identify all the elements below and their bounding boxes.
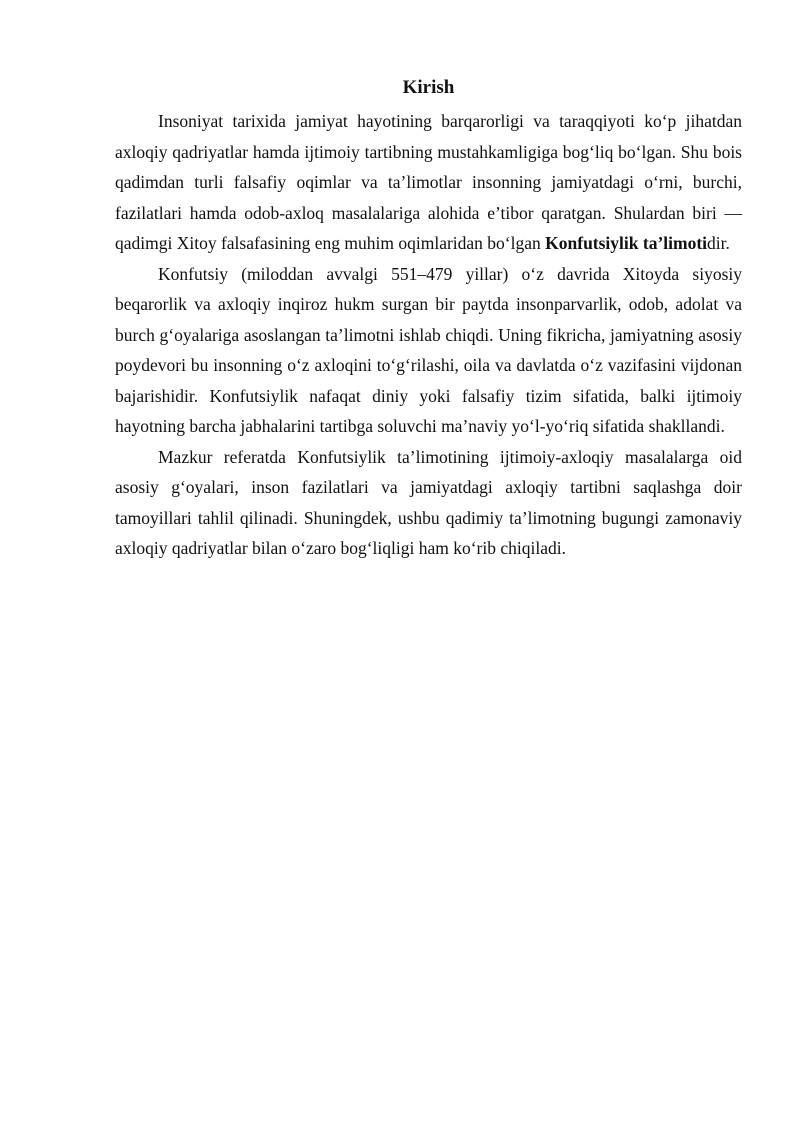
confucius-paragraph: Konfutsiy (miloddan avvalgi 551–479 yillar) o‘z davrida Xitoyda siyosiy beqarorlik va axloqiy inqiroz hukm surgan bir paytda insonparvarlik, odob, adolat va burch g‘oyalariga asoslangan ta’limotni ishlab chiqdi. Uning fikricha, jamiyatning asosiy poydevori bu insonning o‘z axloqini to‘g‘rilashi, oila va davlatda o‘z vazifasini vijdonan bajarishidir. Konfutsiylik nafaqat diniy yoki falsafiy tizim sifatida, balki ijtimoiy hayotning barcha jabhalarini tartibga soluvchi ma’naviy yo‘l-yo‘riq sifatida shakllandi. xyxy=(115,263,742,436)
intro-text-after: dir. xyxy=(707,233,730,253)
purpose-paragraph: Mazkur referatda Konfutsiylik ta’limotining ijtimoiy-axloqiy masalalarga oid asosiy g‘oyalari, inson fazilatlari va jamiyatdagi axloqiy tartibni saqlashga doir tamoyillari tahlil qilinadi. Shuningdek, ushbu qadimiy ta’limotning bugungi zamonaviy axloqiy qadriyatlar bilan o‘zaro bog‘liqligi ham ko‘rib chiqiladi. xyxy=(115,446,742,558)
intro-text-before: Insoniyat tarixida jamiyat hayotining barqarorligi va taraqqiyoti ko‘p jihatdan axloqiy qadriyatlar hamda ijtimoiy tartibning mustahkamligiga bog‘liq bo‘lgan. Shu bois qadimdan turli falsafiy oqimlar va ta’limotlar insonning jamiyatdagi o‘rni, burchi, fazilatlari hamda odob-axloq masalalariga alohida e’tibor qaratgan. Shulardan biri — qadimgi Xitoy falsafasining eng muhim oqimlaridan bo‘lgan xyxy=(115,111,742,253)
document-body xyxy=(115,76,742,564)
intro-bold-term: Konfutsiylik ta’limoti xyxy=(545,233,708,253)
page-title: Kirish xyxy=(402,77,455,98)
intro-paragraph xyxy=(115,106,742,259)
